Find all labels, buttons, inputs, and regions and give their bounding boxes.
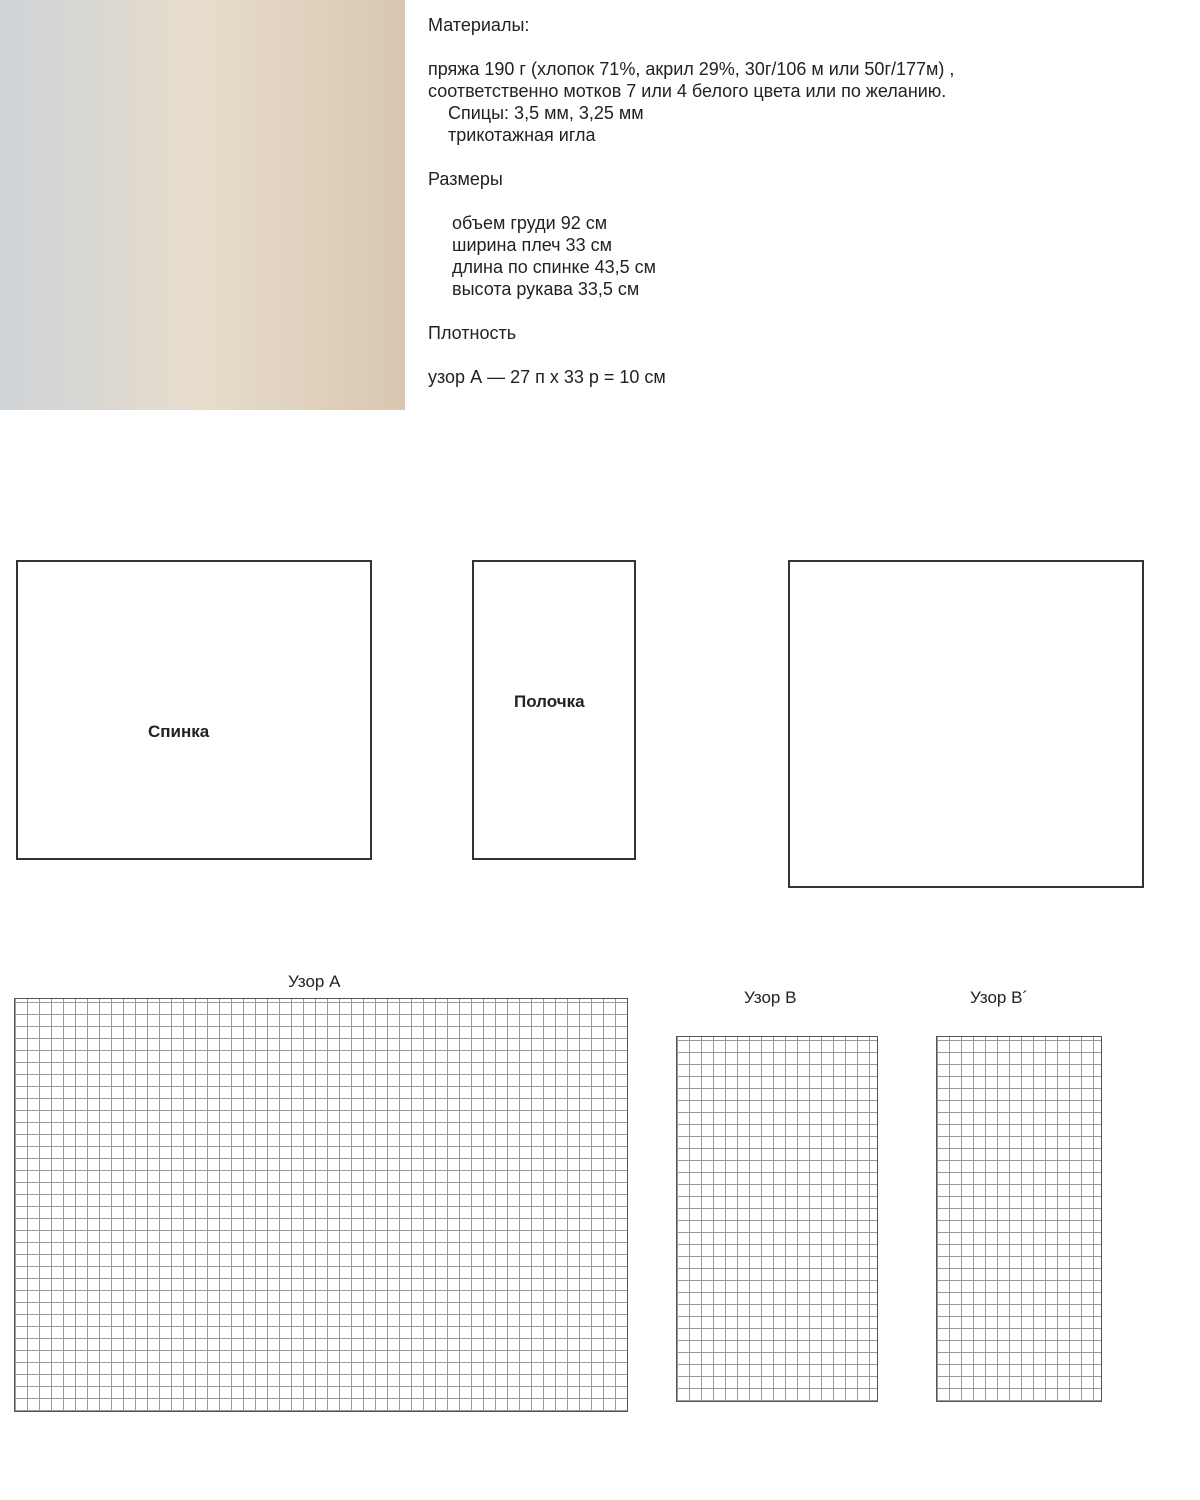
- front-diagram: [472, 560, 636, 860]
- back-diagram: [16, 560, 372, 860]
- pattern-b2-title: Узор B´: [970, 988, 1029, 1007]
- back-label: Спинка: [148, 722, 210, 741]
- density-title: Плотность: [428, 323, 517, 343]
- pattern-b2-chart: [936, 1036, 1102, 1402]
- density-value: узор А — 27 п х 33 р = 10 см: [428, 367, 666, 387]
- pattern-a-title: Узор A: [288, 972, 341, 991]
- pattern-b-chart: [676, 1036, 878, 1402]
- pattern-b-title: Узор B: [744, 988, 797, 1007]
- sizes-title: Размеры: [428, 169, 503, 189]
- materials-text: пряжа 190 г (хлопок 71%, акрил 29%, 30г/106 м или 50г/177м) , соответственно мотков 7 или 4 белого цвета или по желанию. Спицы: 3,5 мм, 3,25 мм трикотажная игла: [428, 59, 955, 145]
- model-photo: [0, 0, 405, 410]
- materials-title: Материалы:: [428, 15, 530, 35]
- front-label: Полочка: [514, 692, 585, 711]
- pattern-a-chart: [14, 998, 628, 1412]
- border-diagram: [788, 560, 1144, 888]
- sizes-text: объем груди 92 см ширина плеч 33 см длина по спинке 43,5 см высота рукава 33,5 см: [452, 213, 657, 299]
